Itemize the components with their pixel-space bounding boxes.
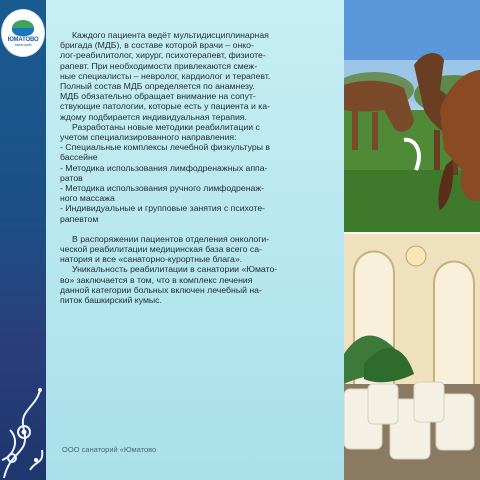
- text-line: МДБ обязательно обращает внимание на сопут-: [60, 91, 256, 102]
- paragraph-gap: [60, 224, 324, 234]
- list-item: - Специальные комплексы лечебной физкультуры в: [60, 142, 270, 153]
- logo-emblem-icon: [12, 20, 34, 36]
- left-decorative-strip: [0, 0, 46, 480]
- logo-subtitle: санаторий: [14, 42, 32, 47]
- text-line: питок башкирский кумыс.: [60, 295, 162, 306]
- text-line: бригада (МДБ), в составе которой врачи – онко-: [60, 40, 254, 51]
- text-line: Уникальность реабилитации в санатории «Юмато-: [72, 264, 278, 275]
- horses-illustration-icon: [344, 0, 480, 232]
- list-item-cont: ратов: [60, 172, 83, 183]
- text-line: Разработаны новые методики реабилитации с: [72, 121, 260, 132]
- list-item: - Методика использования лимфодренажных аппа-: [60, 162, 268, 173]
- text-line: во» заключается в том, что в комплекс лечения: [60, 274, 253, 285]
- text-line: Полный состав МДБ определяется по анамнезу.: [60, 81, 255, 92]
- text-line: натория и все «санаторно-курортные блага».: [60, 254, 243, 265]
- text-line: лог-реабилитолог, хирург, психотерапевт, физиоте-: [60, 50, 266, 61]
- text-line: Каждого пациента ведёт мультидисциплинарная: [72, 30, 269, 40]
- text-line: ствующие патологии, которые есть у пациента и ка-: [60, 101, 270, 112]
- floral-ornament-icon: [0, 360, 46, 480]
- list-item: - Индивидуальные и групповые занятия с психоте-: [60, 203, 266, 214]
- list-item-cont: рапевтом: [60, 213, 99, 224]
- horses-grazing-photo: [344, 0, 480, 232]
- text-line: учетом специализированного направления:: [60, 132, 237, 143]
- list-item: - Методика использования ручного лимфодренаж-: [60, 183, 265, 194]
- kumys-illustration-icon: [344, 234, 480, 480]
- text-line: рапевт. При необходимости привлекаются смеж-: [60, 60, 258, 71]
- list-item-cont: бассейне: [60, 152, 98, 163]
- list-item-cont: ного массажа: [60, 193, 115, 204]
- text-line: ческой реабилитации медицинская база всего са-: [60, 244, 262, 255]
- article-body: [60, 30, 324, 305]
- text-line: ждому подбирается индивидуальная терапия.: [60, 111, 247, 122]
- footer-company-name: ООО санаторий «Юматово: [62, 445, 157, 454]
- kumys-glasses-photo: [344, 234, 480, 480]
- logo-name: ЮМАТОВО: [7, 36, 39, 43]
- text-line: В распоряжении пациентов отделения онкологи-: [72, 233, 270, 244]
- text-line: ные специалисты – невролог, кардиолог и терапевт.: [60, 70, 271, 81]
- brand-logo: [2, 10, 44, 56]
- text-line: данной категории больных включен лечебный на-: [60, 284, 262, 295]
